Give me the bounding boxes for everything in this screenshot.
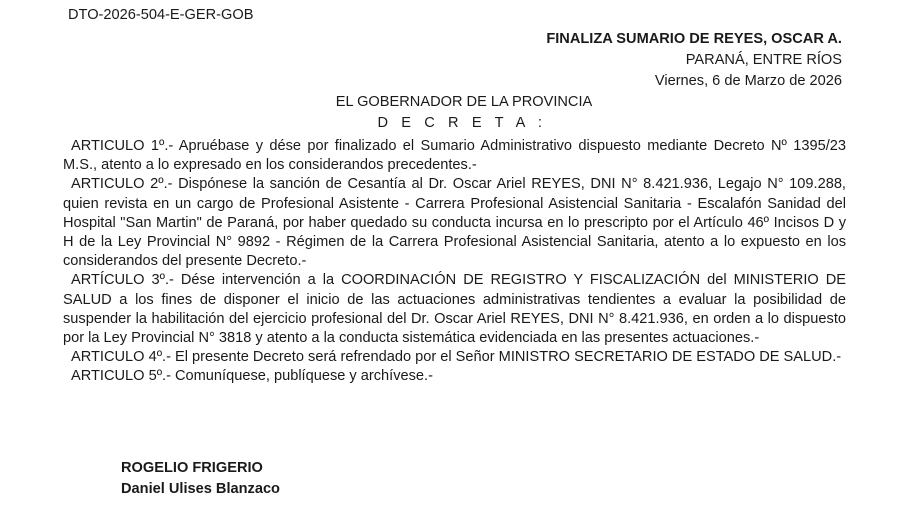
document-place: PARANÁ, ENTRE RÍOS: [685, 52, 842, 68]
article-2: ARTICULO 2º.- Dispónese la sanción de Cesantía al Dr. Oscar Ariel REYES, DNI N° 8.421.936, Legajo N° 109.288, quien revista en un cargo de Profesional Asistente - Carrera Profesional Asistencial Sanitaria - Escalafón Sanidad del Hospital "San Martin" de Paraná, por haber quedado su conducta incursa en lo prescripto por el Artículo 46º Incisos D y H de la Ley Provincial N° 9892 - Régimen de la Carrera Profesional Asistencial Sanitaria, atento a lo expuesto en los considerandos del presente Decreto.-: [63, 176, 846, 270]
issuer-heading: EL GOBERNADOR DE LA PROVINCIA: [335, 94, 593, 110]
article-1: ARTICULO 1º.- Apruébase y dése por finalizado el Sumario Administrativo dispuesto mediante Decreto Nº 1395/23 M.S., atento a lo expresado en los considerandos precedentes.-: [63, 138, 846, 174]
decreta-heading: D E C R E T A :: [377, 115, 547, 131]
articles-list: [63, 137, 846, 387]
signature-minister: Daniel Ulises Blanzaco: [121, 481, 280, 497]
signature-governor: ROGELIO FRIGERIO: [121, 460, 263, 476]
document-title: FINALIZA SUMARIO DE REYES, OSCAR A.: [546, 31, 842, 47]
article-3: ARTÍCULO 3º.- Dése intervención a la COORDINACIÓN DE REGISTRO Y FISCALIZACIÓN del MINISTERIO DE SALUD a los fines de disponer el inicio de las actuaciones administrativas tendientes a evaluar la posibilidad de suspender la habilitación del ejercicio profesional del Dr. Oscar Ariel REYES, DNI N° 8.421.936, en orden a lo dispuesto por la Ley Provincial N° 3818 y atento a la conducta sistemática evidenciada en las presentes actuaciones.-: [63, 272, 846, 347]
article-4: ARTICULO 4º.- El presente Decreto será refrendado por el Señor MINISTRO SECRETARIO DE ESTADO DE SALUD.-: [71, 349, 842, 366]
document-date: Viernes, 6 de Marzo de 2026: [654, 73, 842, 89]
document-reference: DTO-2026-504-E-GER-GOB: [68, 7, 254, 23]
article-5: ARTICULO 5º.- Comuníquese, publíquese y archívese.-: [71, 368, 433, 385]
